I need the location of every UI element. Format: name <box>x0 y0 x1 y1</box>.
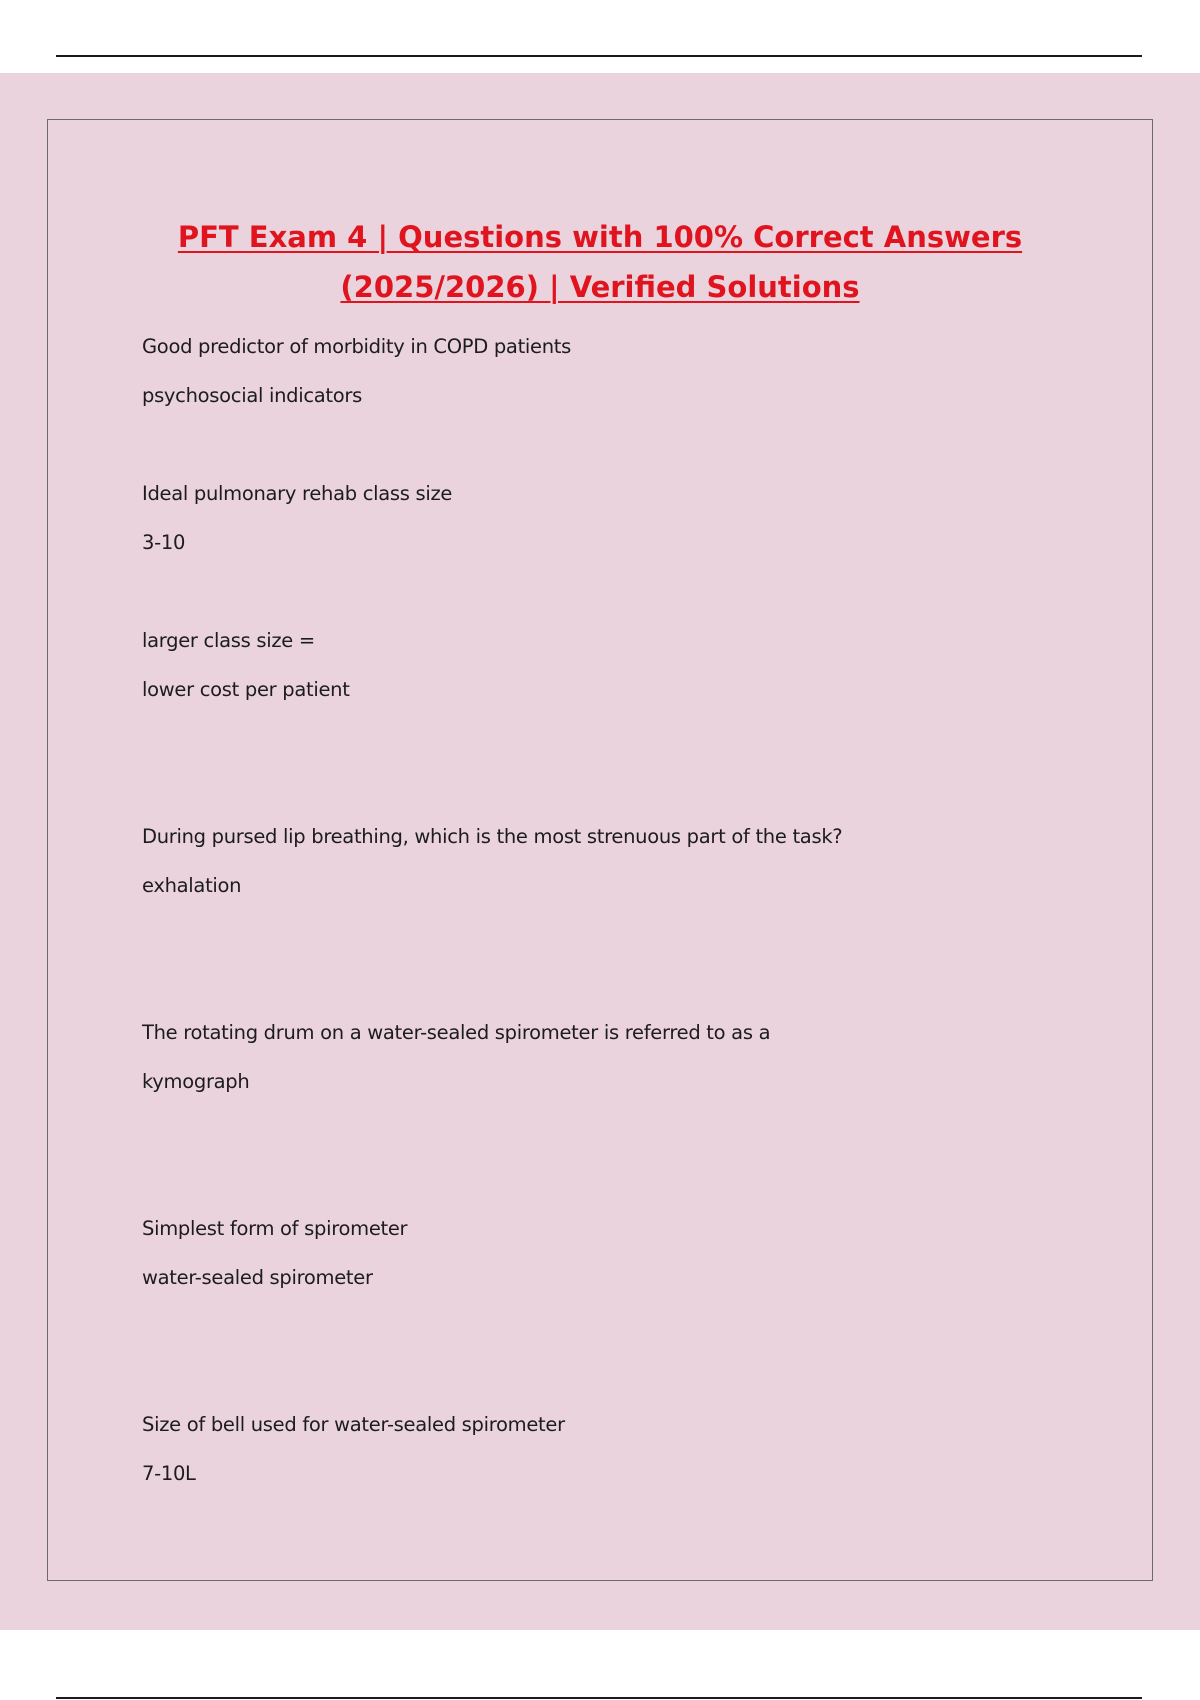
question-text: During pursed lip breathing, which is the most strenuous part of the task? <box>142 825 843 848</box>
question-text: The rotating drum on a water-sealed spirometer is referred to as a <box>142 1021 771 1044</box>
answer-text: exhalation <box>142 874 242 897</box>
qa-item-4 <box>142 812 842 910</box>
qa-item-6 <box>142 1204 407 1302</box>
title-line-2: (2025/2026) | Verified Solutions <box>340 270 860 304</box>
footer-rule <box>56 1697 1142 1699</box>
answer-text: kymograph <box>142 1070 250 1093</box>
header-rule <box>56 55 1142 57</box>
question-text: Simplest form of spirometer <box>142 1217 408 1240</box>
question-text: larger class size = <box>142 629 315 652</box>
question-text: Size of bell used for water-sealed spirometer <box>142 1413 565 1436</box>
document-title <box>0 212 1200 312</box>
answer-text: 7-10L <box>142 1462 196 1485</box>
qa-item-5 <box>142 1008 770 1106</box>
answer-text: 3-10 <box>142 531 186 554</box>
answer-text: lower cost per patient <box>142 678 350 701</box>
answer-text: water-sealed spirometer <box>142 1266 373 1289</box>
qa-item-7 <box>142 1400 565 1498</box>
question-text: Good predictor of morbidity in COPD patients <box>142 335 571 358</box>
answer-text: psychosocial indicators <box>142 384 362 407</box>
question-text: Ideal pulmonary rehab class size <box>142 482 453 505</box>
qa-item-3 <box>142 616 350 714</box>
title-line-1: PFT Exam 4 | Questions with 100% Correct Answers <box>177 220 1023 254</box>
qa-item-1 <box>142 322 571 420</box>
qa-item-2 <box>142 469 452 567</box>
